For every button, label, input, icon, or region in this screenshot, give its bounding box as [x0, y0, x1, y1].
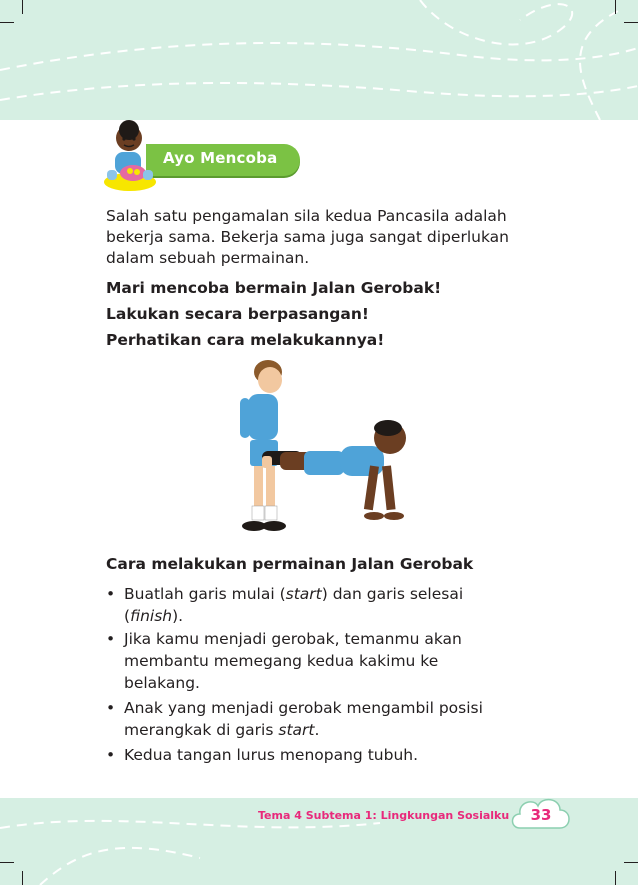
crop-mark [22, 871, 23, 885]
wheelbarrow-game-illustration [222, 356, 422, 550]
intro-line: dalam sebuah permainan. [106, 249, 310, 267]
badge-label: Ayo Mencoba [163, 149, 278, 167]
crop-mark [624, 22, 638, 23]
crop-mark [615, 871, 616, 885]
bullet-icon: • [106, 699, 116, 717]
crop-mark [0, 22, 14, 23]
intro-paragraph [106, 206, 566, 269]
page-number: 33 [530, 806, 552, 824]
crop-mark [0, 862, 14, 863]
section-title: Cara melakukan permainan Jalan Gerobak [106, 555, 474, 573]
crop-mark [22, 0, 23, 14]
crop-mark [624, 862, 638, 863]
bullet-icon: • [106, 585, 116, 603]
header-band [0, 0, 638, 120]
intro-line: bekerja sama. Bekerja sama juga sangat diperlukan [106, 228, 509, 246]
instruction-line: Perhatikan cara melakukannya! [106, 331, 385, 349]
bullet-icon: • [106, 630, 116, 648]
child-with-basket-icon [103, 118, 163, 196]
crop-mark [615, 0, 616, 14]
footer-running-title: Tema 4 Subtema 1: Lingkungan Sosialku [258, 809, 510, 822]
instruction-line: Mari mencoba bermain Jalan Gerobak! [106, 279, 442, 297]
header-swirl-decoration [0, 0, 638, 120]
bullet-icon: • [106, 746, 116, 764]
instruction-line: Lakukan secara berpasangan! [106, 305, 369, 323]
intro-line: Salah satu pengamalan sila kedua Pancasila adalah [106, 207, 507, 225]
